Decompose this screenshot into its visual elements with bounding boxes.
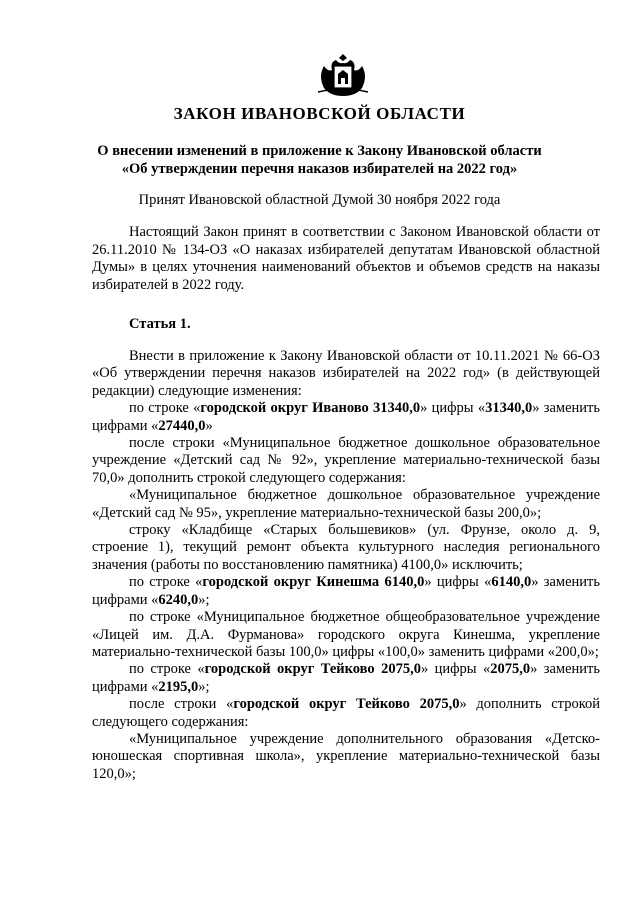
article-paragraph-8: по строке «городской округ Тейково 2075,0» цифры «2075,0» заменить цифрами «2195,0»; bbox=[92, 661, 600, 695]
article-paragraph-1: Внести в приложение к Закону Ивановской области от 10.11.2021 № 66-ОЗ «Об утверждении перечня наказов избирателей на 2022 год» (в действующей редакции) следующие изменения: bbox=[92, 348, 600, 399]
law-subtitle bbox=[0, 142, 639, 178]
article-paragraph-10: «Муниципальное учреждение дополнительного образования «Детско-юношеская спортивная школа», укрепление материально-технической базы 120,0»; bbox=[92, 730, 600, 782]
article-paragraph-4: «Муниципальное бюджетное дошкольное образовательное учреждение «Детский сад № 95», укрепление материально-технической базы 200,0»; bbox=[92, 487, 600, 521]
law-title: ЗАКОН ИВАНОВСКОЙ ОБЛАСТИ bbox=[173, 104, 466, 123]
subtitle-line-2: «Об утверждении перечня наказов избирателей на 2022 год» bbox=[121, 161, 518, 177]
article-heading: Статья 1. bbox=[129, 316, 191, 332]
adoption-date: Принят Ивановской областной Думой 30 ноября 2022 года bbox=[138, 192, 501, 208]
article-paragraph-2: по строке «городской округ Иваново 31340,0» цифры «31340,0» заменить цифрами «27440,0» bbox=[92, 400, 600, 434]
article-paragraph-3: после строки «Муниципальное бюджетное дошкольное образовательное учреждение «Детский сад № 92», укрепление материально-технической базы 70,0» дополнить строкой следующего содержания: bbox=[92, 435, 600, 486]
article-body bbox=[92, 348, 600, 783]
article-paragraph-5: строку «Кладбище «Старых большевиков» (ул. Фрунзе, около д. 9, строение 1), текущий ремонт объекта культурного наследия регионального значения (работы по восстановлению памятника) 4100,0» исключить; bbox=[92, 522, 600, 573]
article-paragraph-9: после строки «городской округ Тейково 2075,0» дополнить строкой следующего содержания: bbox=[92, 696, 601, 730]
article-paragraph-6: по строке «городской округ Кинешма 6140,0» цифры «6140,0» заменить цифрами «6240,0»; bbox=[92, 574, 600, 608]
article-paragraph-7: по строке «Муниципальное бюджетное общеобразовательное учреждение «Лицей им. Д.А. Фурманова» городского округа Кинешма, укрепление материально-технической базы 100,0» цифры «100,0» заменить цифрами «200,0»; bbox=[92, 609, 600, 660]
preamble bbox=[92, 224, 600, 294]
preamble-paragraph: Настоящий Закон принят в соответствии с Законом Ивановской области от 26.11.2010 № 134-ОЗ «О наказах избирателей депутатам Ивановской областной Думы» в целях уточнения наименований объектов и объемов средств на наказы избирателей в 2022 году. bbox=[92, 224, 600, 293]
coat-of-arms-icon bbox=[316, 52, 370, 98]
subtitle-line-1: О внесении изменений в приложение к Закону Ивановской области bbox=[97, 143, 542, 159]
